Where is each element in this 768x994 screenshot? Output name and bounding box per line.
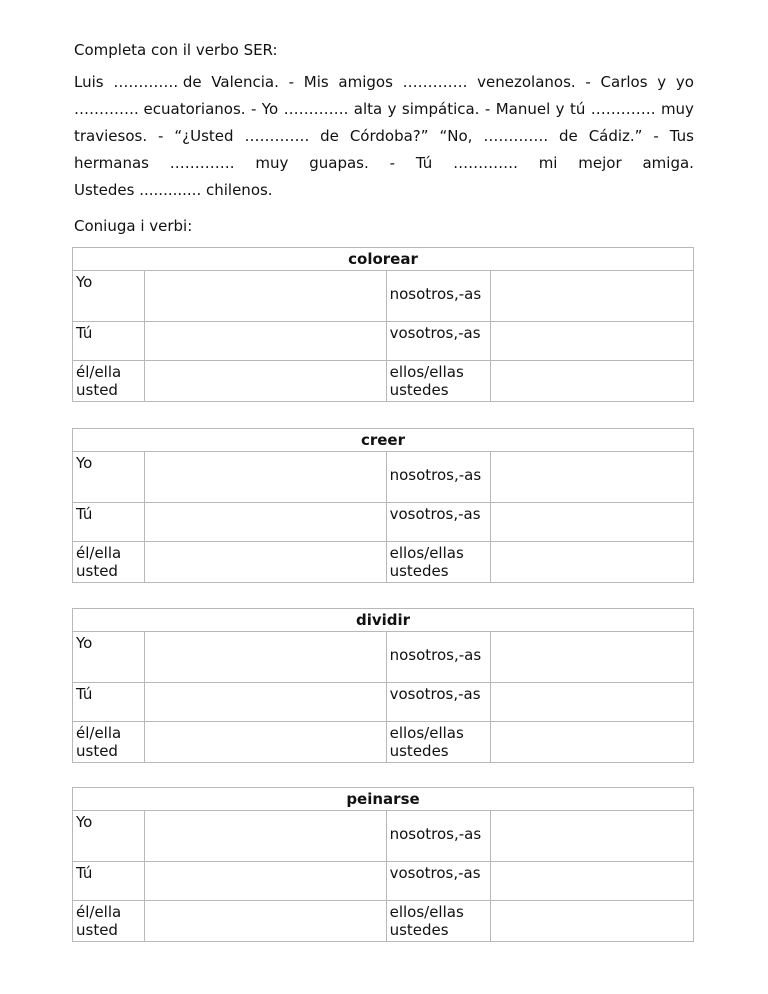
text-line (74, 177, 694, 204)
table-row (73, 452, 694, 503)
text-word: muy (660, 100, 694, 118)
text-word: - (484, 100, 491, 118)
text-word: Ustedes ............. chilenos. (74, 181, 273, 199)
verb-heading: creer (73, 429, 694, 452)
conjugation-table-colorear (72, 247, 694, 402)
answer-cell[interactable] (145, 862, 386, 901)
text-word: amigos (338, 73, 393, 91)
text-word: …………. (590, 100, 656, 118)
pronoun-label: él/ella usted (73, 722, 145, 763)
answer-cell[interactable] (145, 322, 386, 361)
text-word: …………. (169, 154, 235, 172)
text-word: Tus (669, 127, 694, 145)
pronoun-label: él/ella usted (73, 901, 145, 942)
text-word: “No, (439, 127, 473, 145)
answer-cell[interactable] (145, 542, 386, 583)
pronoun-label: vosotros,-as (386, 683, 491, 722)
answer-cell[interactable] (145, 503, 386, 542)
text-word: - (158, 127, 164, 145)
pronoun-label: Yo (73, 271, 145, 322)
answer-cell[interactable] (491, 811, 694, 862)
exercise2-title: Coniuga i verbi: (74, 217, 193, 235)
pronoun-label: él/ella usted (73, 361, 145, 402)
text-word: mi (538, 154, 558, 172)
table-row (73, 632, 694, 683)
verb-heading: peinarse (73, 788, 694, 811)
text-word: …………. (244, 127, 310, 145)
text-word: alta (353, 100, 383, 118)
table-row (73, 542, 694, 583)
text-word: Manuel (495, 100, 551, 118)
text-word: - (288, 73, 295, 91)
answer-cell[interactable] (145, 722, 386, 763)
worksheet (74, 40, 694, 235)
text-word: traviesos. (74, 127, 148, 145)
pronoun-label: vosotros,-as (386, 503, 491, 542)
conjugation-table-creer (72, 428, 694, 583)
table-row (73, 361, 694, 402)
text-word: y (555, 100, 565, 118)
answer-cell[interactable] (491, 862, 694, 901)
text-word: …………. (402, 73, 468, 91)
text-word: Cádiz.” (588, 127, 643, 145)
answer-cell[interactable] (491, 722, 694, 763)
text-word: mejor (578, 154, 622, 172)
verb-heading: colorear (73, 248, 694, 271)
pronoun-label: vosotros,-as (386, 862, 491, 901)
text-word: …………. ecuatorianos. (74, 100, 246, 118)
text-word: amiga. (642, 154, 694, 172)
table-row (73, 862, 694, 901)
text-word: Mis (303, 73, 329, 91)
pronoun-label: ellos/ellas ustedes (386, 361, 491, 402)
pronoun-label: ellos/ellas ustedes (386, 542, 491, 583)
text-word: …………. de (113, 73, 202, 91)
answer-cell[interactable] (491, 901, 694, 942)
text-word: - (250, 100, 257, 118)
text-word: tú (569, 100, 586, 118)
text-word: …………. (283, 100, 349, 118)
text-word: yo (675, 73, 694, 91)
text-word: y (387, 100, 397, 118)
table-row (73, 722, 694, 763)
text-word: Valencia. (211, 73, 279, 91)
pronoun-label: nosotros,-as (386, 452, 491, 503)
text-word: Luis (74, 73, 104, 91)
pronoun-label: Tú (73, 683, 145, 722)
text-line (74, 123, 694, 150)
text-word: de (320, 127, 339, 145)
pronoun-label: Tú (73, 862, 145, 901)
pronoun-label: Tú (73, 322, 145, 361)
verb-heading: dividir (73, 609, 694, 632)
answer-cell[interactable] (491, 683, 694, 722)
text-word: Yo (261, 100, 279, 118)
table-row (73, 901, 694, 942)
text-word: hermanas (74, 154, 149, 172)
answer-cell[interactable] (491, 542, 694, 583)
text-word: y (657, 73, 667, 91)
pronoun-label: nosotros,-as (386, 811, 491, 862)
answer-cell[interactable] (491, 271, 694, 322)
text-word: - (389, 154, 396, 172)
text-word: venezolanos. (477, 73, 576, 91)
text-word: guapas. (309, 154, 369, 172)
answer-cell[interactable] (145, 361, 386, 402)
text-word: …………. (453, 154, 518, 172)
conjugation-table-peinarse (72, 787, 694, 942)
table-row (73, 683, 694, 722)
exercise1-title: Completa con il verbo SER: (74, 41, 278, 59)
pronoun-label: Yo (73, 452, 145, 503)
text-line (74, 69, 694, 96)
answer-cell[interactable] (491, 361, 694, 402)
pronoun-label: Tú (73, 503, 145, 542)
answer-cell[interactable] (145, 811, 386, 862)
text-word: simpática. (401, 100, 480, 118)
table-row (73, 503, 694, 542)
text-word: Tú (415, 154, 433, 172)
text-word: muy (255, 154, 289, 172)
text-word: - (585, 73, 591, 91)
pronoun-label: nosotros,-as (386, 271, 491, 322)
text-word: “¿Usted (174, 127, 234, 145)
answer-cell[interactable] (491, 632, 694, 683)
answer-cell[interactable] (491, 452, 694, 503)
answer-cell[interactable] (145, 452, 386, 503)
text-line (74, 150, 694, 177)
answer-cell[interactable] (491, 322, 694, 361)
pronoun-label: ellos/ellas ustedes (386, 722, 491, 763)
answer-cell[interactable] (491, 503, 694, 542)
answer-cell[interactable] (145, 901, 386, 942)
conjugation-table-dividir (72, 608, 694, 763)
text-line (74, 96, 694, 123)
answer-cell[interactable] (145, 271, 386, 322)
pronoun-label: ellos/ellas ustedes (386, 901, 491, 942)
text-word: de (559, 127, 578, 145)
pronoun-label: él/ella usted (73, 542, 145, 583)
pronoun-label: Yo (73, 632, 145, 683)
pronoun-label: vosotros,-as (386, 322, 491, 361)
pronoun-label: nosotros,-as (386, 632, 491, 683)
text-word: …………. (483, 127, 549, 145)
table-row (73, 811, 694, 862)
table-row (73, 322, 694, 361)
text-word: Córdoba?” (349, 127, 429, 145)
text-word: - (653, 127, 659, 145)
exercise1-paragraph (74, 69, 694, 204)
answer-cell[interactable] (145, 683, 386, 722)
table-row (73, 271, 694, 322)
text-word: Carlos (600, 73, 648, 91)
pronoun-label: Yo (73, 811, 145, 862)
answer-cell[interactable] (145, 632, 386, 683)
